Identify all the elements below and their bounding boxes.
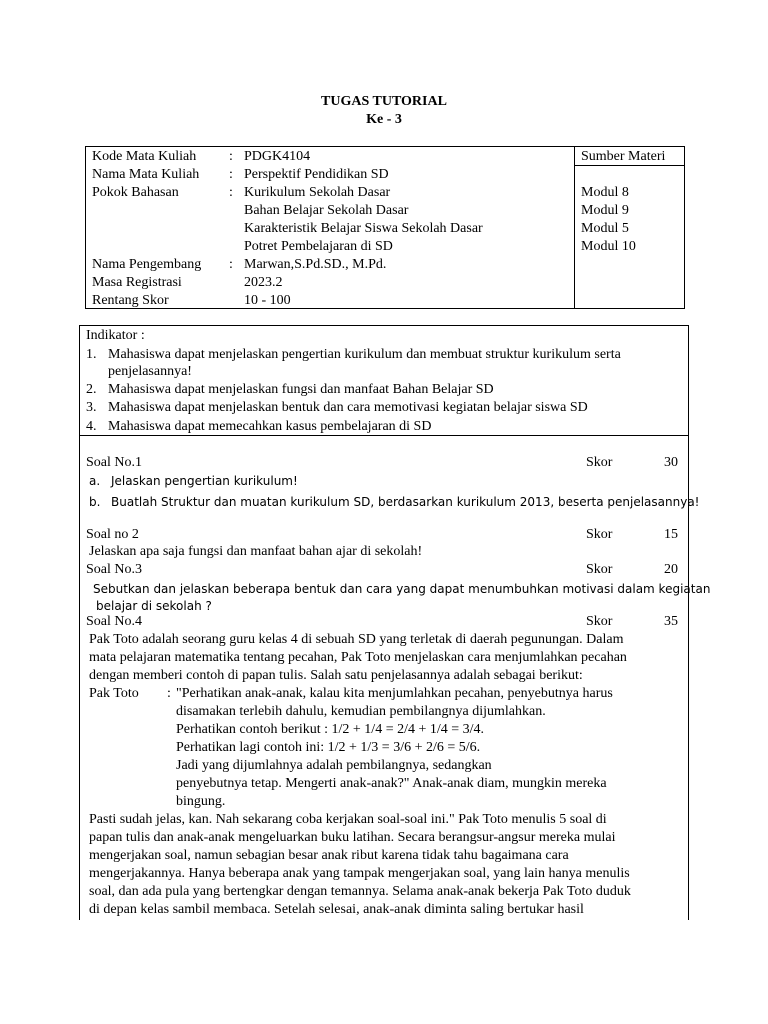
case-paragraph-line: mengerjakan soal, namun sebagian besar anak ribut karena tidak tahu bagaimana cara xyxy=(89,848,569,863)
document-subtitle: Ke - 3 xyxy=(366,112,402,127)
modul-item: Modul 10 xyxy=(581,239,636,254)
indikator-number: 1. xyxy=(86,347,97,362)
skor-label: Skor xyxy=(586,455,613,470)
rentang-value: 10 - 100 xyxy=(244,293,291,308)
speaker-name: Pak Toto xyxy=(89,686,139,701)
speaker-quote-line: Perhatikan contoh berikut : 1/2 + 1/4 = 2/4 + 1/4 = 3/4. xyxy=(176,722,485,737)
soal-3-label: Soal No.3 xyxy=(86,562,142,577)
nama-value: Perspektif Pendidikan SD xyxy=(244,167,389,182)
pengembang-value: Marwan,S.Pd.SD., M.Pd. xyxy=(244,257,387,272)
masa-label: Masa Registrasi xyxy=(92,275,182,290)
soal-1a-mark: a. xyxy=(89,474,101,488)
document-title: TUGAS TUTORIAL xyxy=(321,94,447,109)
nama-colon: : xyxy=(229,167,233,182)
case-paragraph-line: mengerjakannya. Hanya beberapa anak yang tampak mengerjakan soal, yang lain hanya menulis xyxy=(89,866,630,881)
modul-item: Modul 5 xyxy=(581,221,629,236)
pokok-colon: : xyxy=(229,185,233,200)
indikator-item-cont: penjelasannya! xyxy=(108,364,192,379)
soal-2-label: Soal no 2 xyxy=(86,527,139,542)
pokok-label: Pokok Bahasan xyxy=(92,185,179,200)
pengembang-colon: : xyxy=(229,257,233,272)
kode-label: Kode Mata Kuliah xyxy=(92,149,197,164)
kode-value: PDGK4104 xyxy=(244,149,311,164)
skor-label: Skor xyxy=(586,562,613,577)
speaker-colon: : xyxy=(167,686,171,701)
nama-label: Nama Mata Kuliah xyxy=(92,167,200,182)
indikator-number: 4. xyxy=(86,419,97,434)
soal-1b-text: Buatlah Struktur dan muatan kurikulum SD, berdasarkan kurikulum 2013, beserta penjelasannya! xyxy=(111,495,700,509)
speaker-quote-line: Perhatikan lagi contoh ini: 1/2 + 1/3 = 3/6 + 2/6 = 5/6. xyxy=(176,740,481,755)
sumber-label: Sumber Materi xyxy=(581,149,666,164)
kode-colon: : xyxy=(229,149,233,164)
indikator-number: 2. xyxy=(86,382,97,397)
case-paragraph-line: mata pelajaran matematika tentang pecahan, Pak Toto menjelaskan cara menjumlahkan pecahan xyxy=(89,650,627,665)
pokok-value: Kurikulum Sekolah Dasar xyxy=(244,185,391,200)
soal-1-skor: 30 xyxy=(664,455,678,470)
modul-item: Modul 8 xyxy=(581,185,629,200)
speaker-quote-line: bingung. xyxy=(176,794,226,809)
case-paragraph-line: Pasti sudah jelas, kan. Nah sekarang coba kerjakan soal-soal ini." Pak Toto menulis 5 soal di xyxy=(89,812,607,827)
pokok-value: Karakteristik Belajar Siswa Sekolah Dasar xyxy=(244,221,483,236)
skor-label: Skor xyxy=(586,614,613,629)
speaker-quote-line: disamakan terlebih dahulu, kemudian pembilangnya dijumlahkan. xyxy=(176,704,546,719)
soal-3-text: Sebutkan dan jelaskan beberapa bentuk dan cara yang dapat menumbuhkan motivasi dalam kegiatan xyxy=(93,582,711,596)
case-paragraph-line: soal, dan ada pula yang bertengkar dengan temannya. Selama anak-anak bekerja Pak Toto duduk xyxy=(89,884,631,899)
indikator-item: Mahasiswa dapat memecahkan kasus pembelajaran di SD xyxy=(108,419,432,434)
indikator-item: Mahasiswa dapat menjelaskan pengertian kurikulum dan membuat struktur kurikulum serta xyxy=(108,347,621,362)
soal-4-label: Soal No.4 xyxy=(86,614,142,629)
soal-1b-mark: b. xyxy=(89,495,101,509)
speaker-quote-line: Jadi yang dijumlahnya adalah pembilangnya, sedangkan xyxy=(176,758,492,773)
case-paragraph-line: Pak Toto adalah seorang guru kelas 4 di sebuah SD yang terletak di daerah pegunungan. Dalam xyxy=(89,632,624,647)
info-table-divider xyxy=(574,146,575,309)
rentang-label: Rentang Skor xyxy=(92,293,169,308)
pokok-value: Bahan Belajar Sekolah Dasar xyxy=(244,203,409,218)
soal-1a-text: Jelaskan pengertian kurikulum! xyxy=(111,474,298,488)
soal-3-text-cont: belajar di sekolah ? xyxy=(96,599,212,613)
indikator-item: Mahasiswa dapat menjelaskan bentuk dan cara memotivasi kegiatan belajar siswa SD xyxy=(108,400,588,415)
indikator-number: 3. xyxy=(86,400,97,415)
case-paragraph-line: dengan memberi contoh di papan tulis. Salah satu penjelasannya adalah sebagai berikut: xyxy=(89,668,583,683)
speaker-quote-line: "Perhatikan anak-anak, kalau kita menjumlahkan pecahan, penyebutnya harus xyxy=(176,686,613,701)
soal-2-skor: 15 xyxy=(664,527,678,542)
skor-label: Skor xyxy=(586,527,613,542)
soal-4-skor: 35 xyxy=(664,614,678,629)
indikator-label: Indikator : xyxy=(86,328,145,343)
case-paragraph-line: papan tulis dan anak-anak mengeluarkan buku latihan. Secara berangsur-angsur mereka mulai xyxy=(89,830,616,845)
soal-2-text: Jelaskan apa saja fungsi dan manfaat bahan ajar di sekolah! xyxy=(89,544,423,559)
pengembang-label: Nama Pengembang xyxy=(92,257,202,272)
soal-1-label: Soal No.1 xyxy=(86,455,142,470)
modul-item: Modul 9 xyxy=(581,203,629,218)
masa-value: 2023.2 xyxy=(244,275,283,290)
case-paragraph-line: di depan kelas sambil membaca. Setelah selesai, anak-anak diminta saling bertukar hasil xyxy=(89,902,584,917)
pokok-value: Potret Pembelajaran di SD xyxy=(244,239,393,254)
speaker-quote-line: penyebutnya tetap. Mengerti anak-anak?" Anak-anak diam, mungkin mereka xyxy=(176,776,607,791)
indikator-item: Mahasiswa dapat menjelaskan fungsi dan manfaat Bahan Belajar SD xyxy=(108,382,494,397)
soal-3-skor: 20 xyxy=(664,562,678,577)
